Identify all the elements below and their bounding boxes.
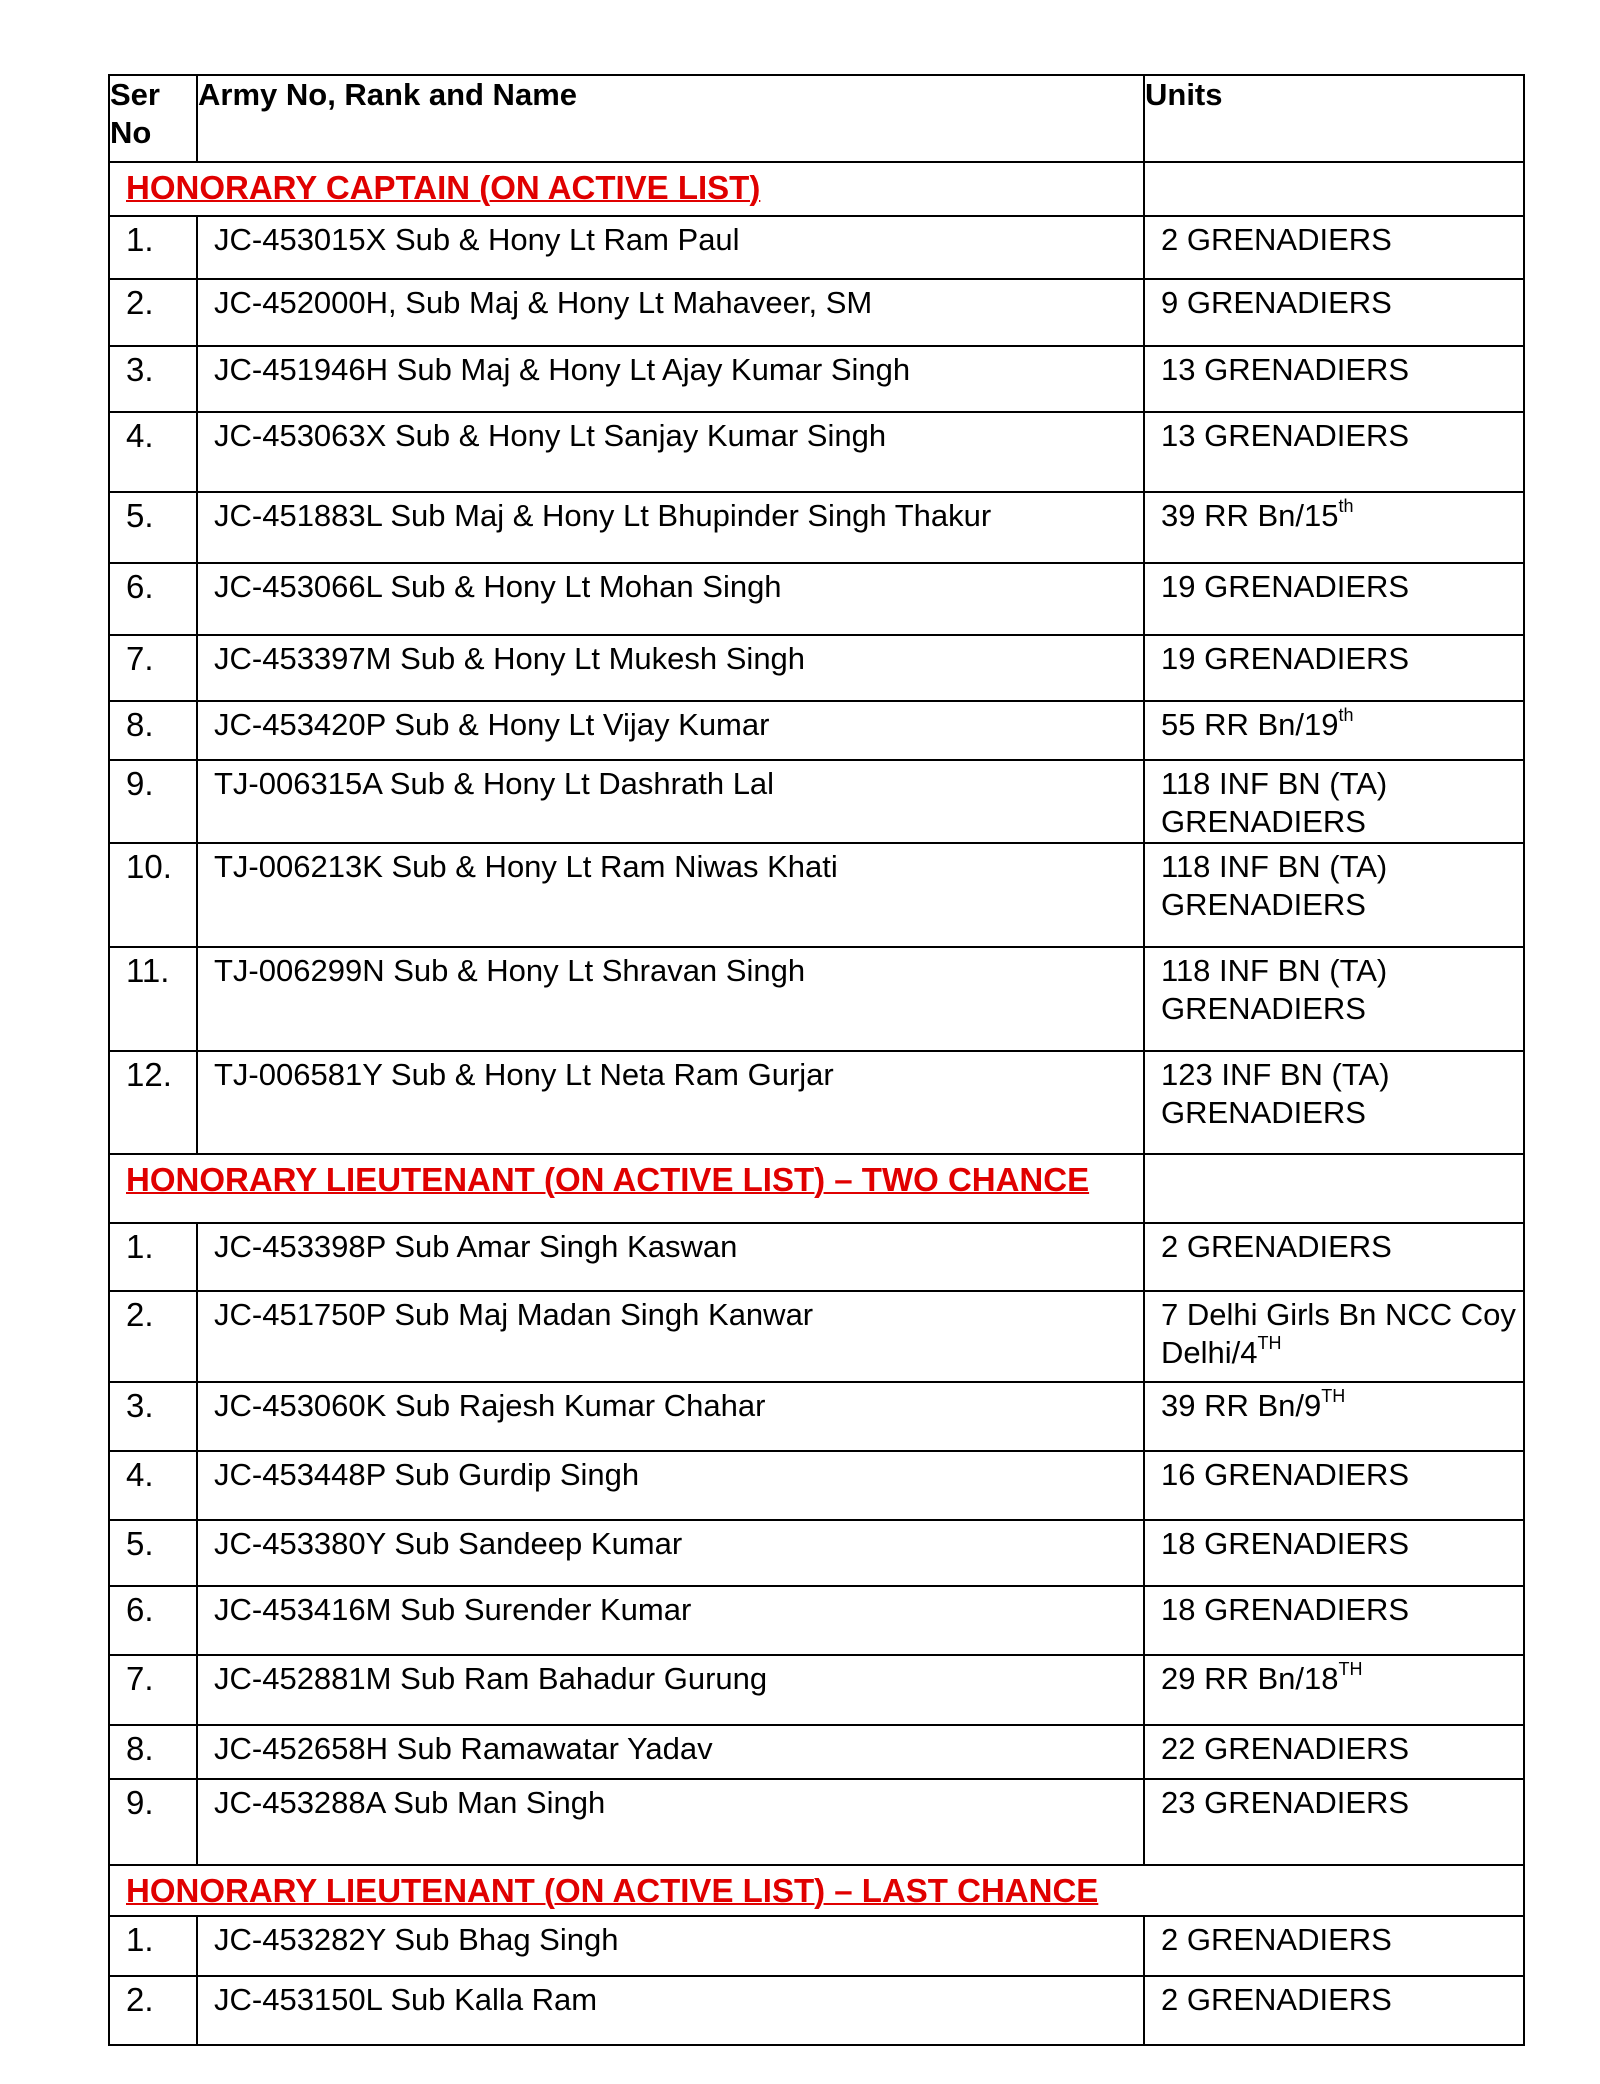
table-row (109, 1586, 1524, 1655)
unit-text: 2 GRENADIERS (1161, 1982, 1392, 2017)
serial-number: 3. (109, 1382, 197, 1451)
army-no-rank-name: JC-453282Y Sub Bhag Singh (197, 1916, 1144, 1976)
table-row (109, 216, 1524, 279)
section-title: HONORARY CAPTAIN (ON ACTIVE LIST) (126, 169, 761, 206)
unit-cell (1144, 1655, 1524, 1725)
army-no-rank-name: TJ-006213K Sub & Hony Lt Ram Niwas Khati (197, 843, 1144, 947)
army-no-rank-name: JC-453060K Sub Rajesh Kumar Chahar (197, 1382, 1144, 1451)
table-row (109, 947, 1524, 1051)
unit-cell (1144, 1382, 1524, 1451)
serial-number: 3. (109, 346, 197, 412)
table-row (109, 1291, 1524, 1382)
section-header-row (109, 1154, 1524, 1223)
army-no-rank-name: JC-453380Y Sub Sandeep Kumar (197, 1520, 1144, 1586)
unit-ordinal-suffix: th (1338, 495, 1354, 516)
table-row (109, 1520, 1524, 1586)
unit-cell (1144, 412, 1524, 492)
table-row (109, 760, 1524, 843)
header-name: Army No, Rank and Name (197, 75, 1144, 162)
army-no-rank-name: TJ-006315A Sub & Hony Lt Dashrath Lal (197, 760, 1144, 843)
army-no-rank-name: TJ-006299N Sub & Hony Lt Shravan Singh (197, 947, 1144, 1051)
army-no-rank-name: JC-453397M Sub & Hony Lt Mukesh Singh (197, 635, 1144, 701)
unit-cell (1144, 1725, 1524, 1779)
header-ser-no: Ser No (109, 75, 197, 162)
army-no-rank-name: JC-451750P Sub Maj Madan Singh Kanwar (197, 1291, 1144, 1382)
unit-ordinal-suffix: TH (1321, 1385, 1346, 1406)
unit-cell (1144, 1779, 1524, 1865)
serial-number: 11. (109, 947, 197, 1051)
unit-text: 13 GRENADIERS (1161, 352, 1410, 387)
section-title: HONORARY LIEUTENANT (ON ACTIVE LIST) – LAST CHANCE (126, 1872, 1099, 1909)
army-no-rank-name: TJ-006581Y Sub & Hony Lt Neta Ram Gurjar (197, 1051, 1144, 1154)
unit-cell (1144, 1051, 1524, 1154)
table-row (109, 701, 1524, 760)
table-row (109, 1779, 1524, 1865)
unit-text: 118 INF BN (TA) GRENADIERS (1161, 953, 1388, 1026)
unit-text: 2 GRENADIERS (1161, 1229, 1392, 1264)
serial-number: 5. (109, 1520, 197, 1586)
unit-text: 55 RR Bn/19 (1161, 707, 1339, 742)
unit-cell (1144, 1291, 1524, 1382)
unit-text: 2 GRENADIERS (1161, 1922, 1392, 1957)
table-header-row (109, 75, 1524, 162)
empty-cell (1144, 162, 1524, 216)
serial-number: 4. (109, 1451, 197, 1520)
table-row (109, 1916, 1524, 1976)
serial-number: 10. (109, 843, 197, 947)
table-row (109, 1382, 1524, 1451)
unit-cell (1144, 1916, 1524, 1976)
table-row (109, 412, 1524, 492)
section-title: HONORARY LIEUTENANT (ON ACTIVE LIST) – TWO CHANCE (126, 1161, 1090, 1198)
unit-ordinal-suffix: TH (1257, 1332, 1282, 1353)
army-no-rank-name: JC-453416M Sub Surender Kumar (197, 1586, 1144, 1655)
unit-cell (1144, 1451, 1524, 1520)
section-header-row (109, 162, 1524, 216)
serial-number: 12. (109, 1051, 197, 1154)
army-no-rank-name: JC-453288A Sub Man Singh (197, 1779, 1144, 1865)
serial-number: 5. (109, 492, 197, 563)
unit-cell (1144, 1223, 1524, 1291)
unit-cell (1144, 1976, 1524, 2045)
unit-cell (1144, 843, 1524, 947)
army-no-rank-name: JC-451883L Sub Maj & Hony Lt Bhupinder Singh Thakur (197, 492, 1144, 563)
army-no-rank-name: JC-453066L Sub & Hony Lt Mohan Singh (197, 563, 1144, 635)
unit-text: 39 RR Bn/15 (1161, 498, 1339, 533)
table-row (109, 1725, 1524, 1779)
empty-cell (1144, 1154, 1524, 1223)
army-no-rank-name: JC-453398P Sub Amar Singh Kaswan (197, 1223, 1144, 1291)
unit-text: 9 GRENADIERS (1161, 285, 1392, 320)
serial-number: 1. (109, 1223, 197, 1291)
unit-text: 118 INF BN (TA) GRENADIERS (1161, 849, 1388, 922)
unit-ordinal-suffix: TH (1338, 1658, 1363, 1679)
promotion-list-table (108, 74, 1525, 2046)
serial-number: 2. (109, 1291, 197, 1382)
unit-text: 23 GRENADIERS (1161, 1785, 1410, 1820)
unit-text: 22 GRENADIERS (1161, 1731, 1410, 1766)
unit-text: 19 GRENADIERS (1161, 569, 1410, 604)
table-row (109, 1655, 1524, 1725)
serial-number: 8. (109, 1725, 197, 1779)
army-no-rank-name: JC-453015X Sub & Hony Lt Ram Paul (197, 216, 1144, 279)
unit-text: 39 RR Bn/9 (1161, 1388, 1322, 1423)
table-row (109, 1223, 1524, 1291)
unit-cell (1144, 701, 1524, 760)
serial-number: 1. (109, 216, 197, 279)
unit-text: 19 GRENADIERS (1161, 641, 1410, 676)
serial-number: 9. (109, 1779, 197, 1865)
unit-cell (1144, 947, 1524, 1051)
army-no-rank-name: JC-453420P Sub & Hony Lt Vijay Kumar (197, 701, 1144, 760)
serial-number: 7. (109, 1655, 197, 1725)
table-row (109, 346, 1524, 412)
unit-cell (1144, 279, 1524, 346)
unit-cell (1144, 635, 1524, 701)
header-units: Units (1144, 75, 1524, 162)
unit-cell (1144, 216, 1524, 279)
unit-text: 2 GRENADIERS (1161, 222, 1392, 257)
serial-number: 2. (109, 1976, 197, 2045)
unit-ordinal-suffix: th (1338, 704, 1354, 725)
unit-cell (1144, 1586, 1524, 1655)
table-row (109, 635, 1524, 701)
serial-number: 6. (109, 1586, 197, 1655)
table-row (109, 1976, 1524, 2045)
serial-number: 2. (109, 279, 197, 346)
army-no-rank-name: JC-453063X Sub & Hony Lt Sanjay Kumar Singh (197, 412, 1144, 492)
army-no-rank-name: JC-453150L Sub Kalla Ram (197, 1976, 1144, 2045)
unit-cell (1144, 563, 1524, 635)
serial-number: 1. (109, 1916, 197, 1976)
serial-number: 7. (109, 635, 197, 701)
unit-text: 118 INF BN (TA) GRENADIERS (1161, 766, 1388, 839)
table-row (109, 492, 1524, 563)
unit-text: 123 INF BN (TA) GRENADIERS (1161, 1057, 1390, 1130)
unit-text: 18 GRENADIERS (1161, 1526, 1410, 1561)
army-no-rank-name: JC-451946H Sub Maj & Hony Lt Ajay Kumar Singh (197, 346, 1144, 412)
table-row (109, 563, 1524, 635)
army-no-rank-name: JC-453448P Sub Gurdip Singh (197, 1451, 1144, 1520)
section-header-row (109, 1865, 1524, 1916)
unit-text: 29 RR Bn/18 (1161, 1661, 1339, 1696)
unit-text: 7 Delhi Girls Bn NCC Coy Delhi/4 (1161, 1297, 1516, 1370)
army-no-rank-name: JC-452658H Sub Ramawatar Yadav (197, 1725, 1144, 1779)
table-row (109, 279, 1524, 346)
unit-cell (1144, 492, 1524, 563)
unit-cell (1144, 346, 1524, 412)
unit-text: 16 GRENADIERS (1161, 1457, 1410, 1492)
unit-text: 18 GRENADIERS (1161, 1592, 1410, 1627)
table-row (109, 1451, 1524, 1520)
army-no-rank-name: JC-452881M Sub Ram Bahadur Gurung (197, 1655, 1144, 1725)
unit-cell (1144, 1520, 1524, 1586)
army-no-rank-name: JC-452000H, Sub Maj & Hony Lt Mahaveer, SM (197, 279, 1144, 346)
table-row (109, 1051, 1524, 1154)
serial-number: 6. (109, 563, 197, 635)
table-row (109, 843, 1524, 947)
serial-number: 8. (109, 701, 197, 760)
unit-cell (1144, 760, 1524, 843)
serial-number: 9. (109, 760, 197, 843)
unit-text: 13 GRENADIERS (1161, 418, 1410, 453)
serial-number: 4. (109, 412, 197, 492)
